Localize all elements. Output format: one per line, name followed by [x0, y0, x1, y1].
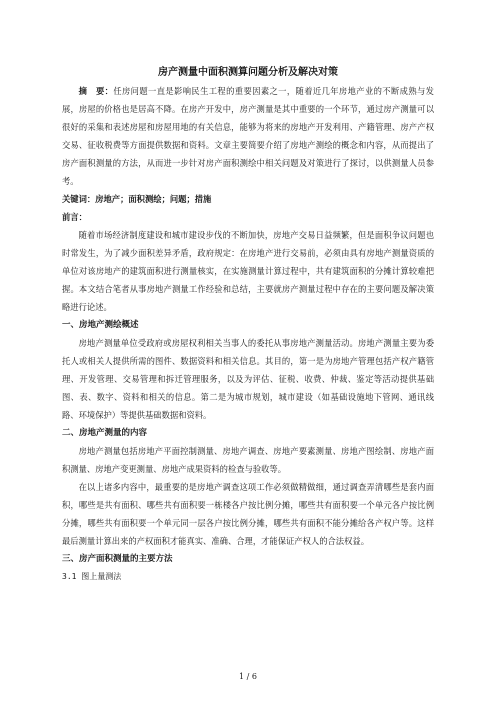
section-1-text: 房地产测量单位受政府或房屋权利相关当事人的委托从事房地产测量活动。房地产测量主要为委托人或相关人提供所需的图件、数据资料和相关信息。其目的，第一是为房地产管理包括产权产籍管理、开发管理、交易管理和拆迁管理服务，以及为评估、征税、收费、仲裁、鉴定等活动提供基础图、表、数字、资料和相关的信息。第二是为城市规划，城市建设（如基础设施地下管网、通讯线路、环境保护）等提供基础数据和资料。	[62, 338, 434, 420]
preface-text: 随着市场经济制度建设和城市建设步伐的不断加快，房地产交易日益频繁，但是面积争议问题也时常发生，为了减少面积差异矛盾，政府规定：在房地产进行交易前，必须由具有房地产测量资质的单位对该房地产的建筑面积进行测量核实，在实施测量计算过程中，共有建筑面积的分摊计算较难把握。本文结合笔者从事房地产测量工作经验和总结，主要就房产测量过程中存在的主要问题及解决策略进行论述。	[62, 230, 434, 312]
abstract-text: 任房问题一直是影响民生工程的重要因素之一，随着近几年房地产业的不断成熟与发展，房屋的价格也是居高不降。在房产开发中，房产测量是其中重要的一个环节，通过房产测量可以很好的采集和表述房屋和房屋用地的有关信息，能够为将来的房地产开发利用、产籍管理、房产产权交易、征收税费等方面提供数据和资料。文章主要简要介绍了房地产测绘的概念和内容，从而提出了房产面积测量的方法，从而进一步针对房产面积测绘中相关问题及对策进行了探讨，以供测量人员参考。	[62, 86, 434, 186]
abstract-paragraph	[62, 82, 434, 190]
section-3-heading: 三、房产面积测量的主要方法	[62, 554, 173, 564]
section-1-heading: 一、房地产测绘概述	[62, 320, 139, 330]
section-2-paragraph-2: 在以上诸多内容中，最重要的是房地产调查这项工作必须做精做细，通过调查弄清哪些是套内面积，哪些是共有面积、哪些共有面积要一栋楼各户按比例分摊，哪些共有面积要一个单元各户按比例分摊，哪些共有面积要一个单元同一层各户按比例分摊，哪些共有面积不能分摊给各产权户等。这样最后测量计算出来的产权面积才能真实、准确、合理，才能保证产权人的合法权益。	[62, 482, 434, 546]
document-body	[62, 66, 434, 586]
abstract-label: 摘 要：	[78, 86, 114, 96]
preface-label: 前言：	[62, 212, 87, 222]
section-2-heading: 二、房地产测量的内容	[62, 428, 148, 438]
section-3-1-heading: 3.1 图上量测法	[62, 572, 122, 581]
keywords: 关键词：房地产；面积测绘；问题；措施	[62, 194, 212, 204]
document-title: 房产测量中面积测算问题分析及解决对策	[158, 67, 338, 78]
section-2-paragraph-1: 房地产测量包括房地产平面控制测量、房地产调查、房地产要素测量、房地产图绘制、房地产面积测量、房地产变更测量、房地产成果资料的检查与验收等。	[62, 446, 434, 474]
page-number: 1 / 6	[239, 672, 257, 681]
